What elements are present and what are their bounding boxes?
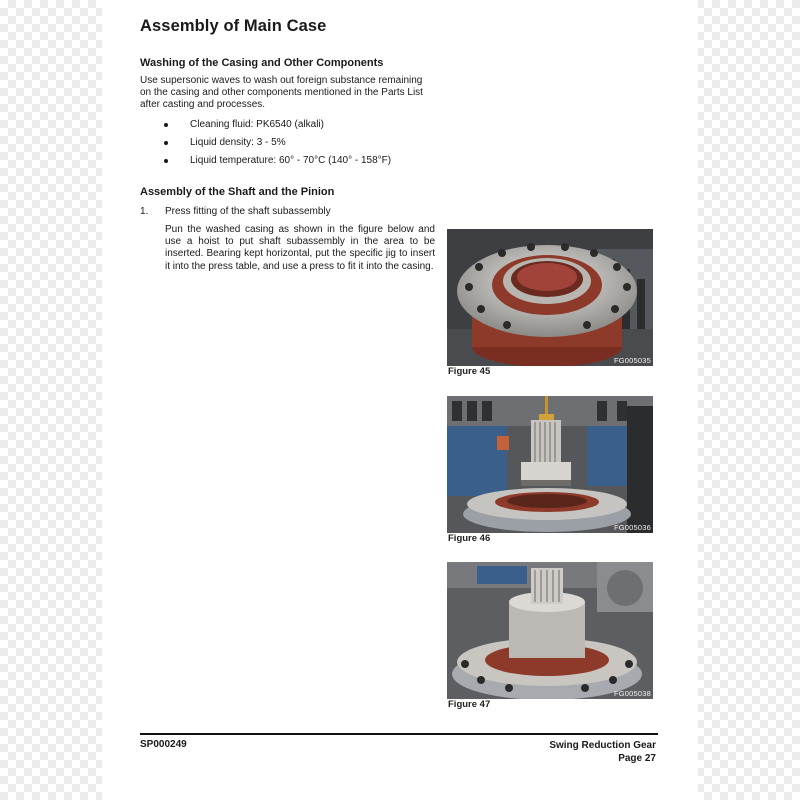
footer-page-number: Page 27 <box>618 753 656 764</box>
figure-code: FG005035 <box>613 356 651 365</box>
figure-46-photo <box>447 396 653 533</box>
bullet-icon <box>164 123 168 127</box>
figure-45-caption: Figure 45 <box>448 366 491 377</box>
step-body: Pun the washed casing as shown in the figure below and use a hoist to put shaft subassembly in the area to be inserted. Bearing kept horizontal, put the specific jig to insert it into the press table, and use a press to fit it into the casing. <box>165 224 435 272</box>
footer-divider <box>140 733 658 735</box>
bullet-icon <box>164 141 168 145</box>
section-heading-shaft: Assembly of the Shaft and the Pinion <box>140 186 335 198</box>
step-heading <box>140 206 331 217</box>
figure-47-caption: Figure 47 <box>448 699 491 710</box>
step-title: Press fitting of the shaft subassembly <box>165 206 331 217</box>
press-fit-photo-illustration <box>447 562 653 699</box>
paragraph-line: on the casing and other components mentioned in the Parts List <box>140 87 423 98</box>
list-item <box>162 136 391 154</box>
figure-46-caption: Figure 46 <box>448 533 491 544</box>
figure-code: FG005036 <box>613 523 651 532</box>
page-title: Assembly of Main Case <box>140 17 327 35</box>
bullet-icon <box>164 159 168 163</box>
hoist-photo-illustration <box>447 396 653 533</box>
step-number: 1. <box>140 206 149 217</box>
casing-photo-illustration <box>447 229 653 366</box>
section-heading-washing: Washing of the Casing and Other Components <box>140 57 384 69</box>
washing-specs-list <box>162 118 391 172</box>
figure-code: FG005038 <box>613 689 651 698</box>
footer-doc-number: SP000249 <box>140 739 187 750</box>
paragraph-line: after casting and processes. <box>140 99 266 110</box>
figure-47-photo <box>447 562 653 699</box>
list-item <box>162 118 391 136</box>
paragraph-line: Use supersonic waves to wash out foreign substance remaining <box>140 75 423 86</box>
figure-45-photo <box>447 229 653 366</box>
bullet-text: Liquid temperature: 60° - 70°C (140° - 158°F) <box>190 155 392 166</box>
footer-section-name: Swing Reduction Gear <box>549 740 656 751</box>
washing-paragraph <box>140 75 436 111</box>
manual-page <box>102 0 698 800</box>
list-item <box>162 154 391 172</box>
bullet-text: Liquid density: 3 - 5% <box>190 137 286 148</box>
bullet-text: Cleaning fluid: PK6540 (alkali) <box>190 119 324 130</box>
footer-page-info <box>549 739 656 765</box>
